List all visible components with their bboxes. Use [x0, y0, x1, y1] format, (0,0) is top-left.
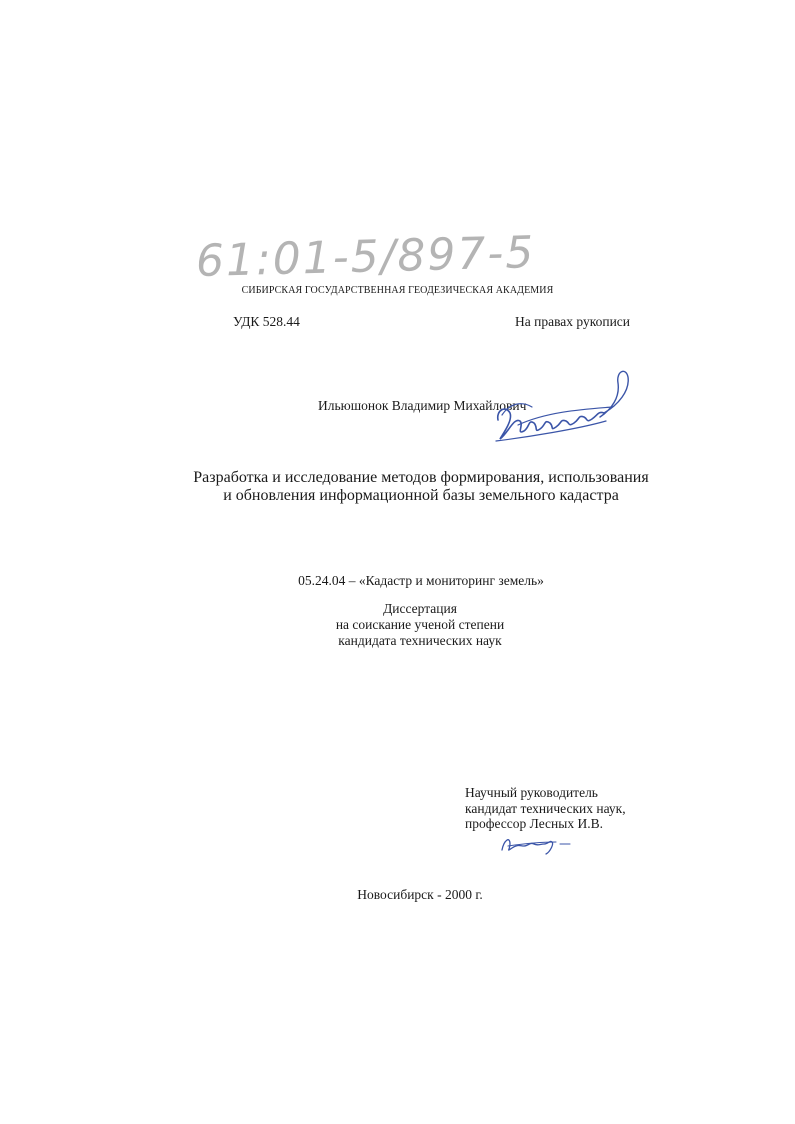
title-line-2: и обновления информационной базы земельного кадастра	[223, 487, 619, 504]
advisor-degree: кандидат технических наук,	[465, 800, 626, 816]
udc-code: УДК 528.44	[233, 314, 300, 329]
author-name: Ильюшонок Владимир Михайлович	[318, 398, 527, 413]
dissertation-degree: кандидата технических наук	[338, 633, 502, 648]
title-line-1: Разработка и исследование методов формирования, использования	[193, 469, 649, 486]
dissertation-title	[0, 469, 795, 505]
advisor-name: профессор Лесных И.В.	[465, 816, 603, 831]
advisor-info	[465, 785, 626, 832]
specialty-code: 05.24.04 – «Кадастр и мониторинг земель»	[298, 573, 544, 588]
manuscript-rights: На правах рукописи	[515, 314, 631, 329]
advisor-role: Научный руководитель	[465, 785, 598, 800]
dissertation-type: Диссертация	[383, 601, 457, 616]
city-year: Новосибирск - 2000 г.	[357, 887, 483, 902]
dissertation-info	[0, 601, 795, 649]
institution-name: СИБИРСКАЯ ГОСУДАРСТВЕННАЯ ГЕОДЕЗИЧЕСКАЯ АКАДЕМИЯ	[241, 285, 554, 296]
dissertation-purpose: на соискание ученой степени	[335, 617, 505, 632]
advisor-signature	[498, 832, 574, 856]
archive-number: 61:01-5/897-5	[195, 227, 536, 287]
author-signature	[488, 365, 638, 450]
